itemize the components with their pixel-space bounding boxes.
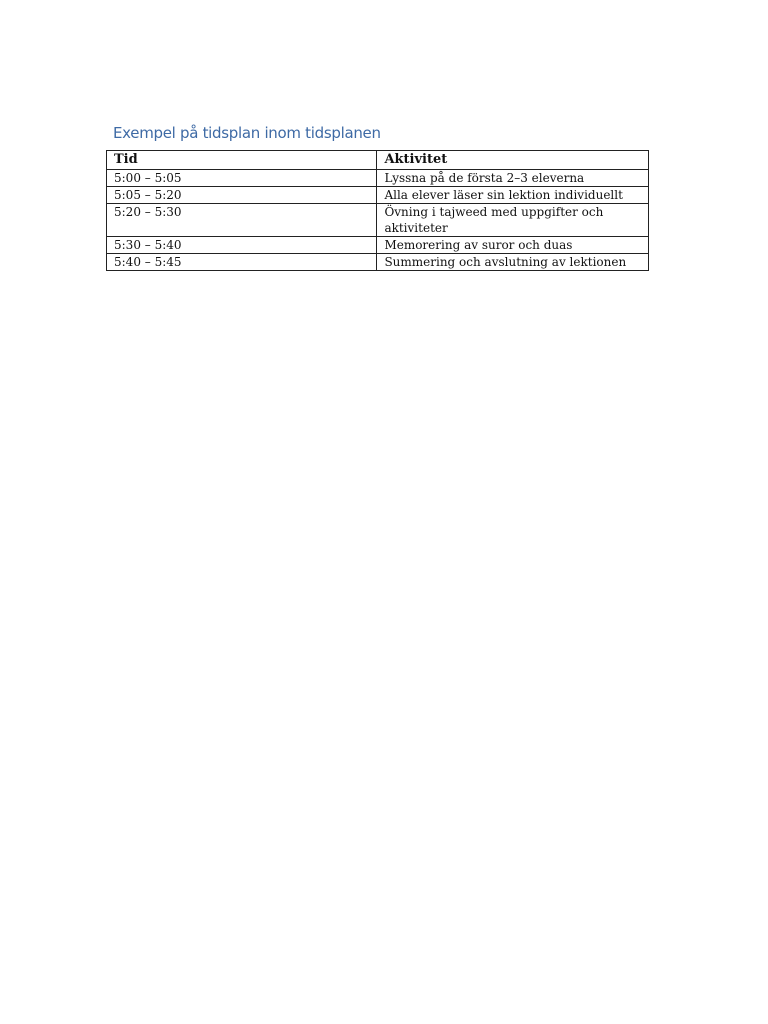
activity-cell: Alla elever läser sin lektion individuellt [377, 187, 649, 204]
activity-cell: Övning i tajweed med uppgifter och aktiviteter [377, 204, 649, 237]
time-cell: 5:05 – 5:20 [107, 187, 377, 204]
time-cell: 5:20 – 5:30 [107, 204, 377, 237]
column-header-time: Tid [107, 151, 377, 170]
table-row [107, 187, 649, 204]
table-row [107, 204, 649, 237]
time-cell: 5:40 – 5:45 [107, 254, 377, 271]
time-cell: 5:00 – 5:05 [107, 170, 377, 187]
activity-cell: Summering och avslutning av lektionen [377, 254, 649, 271]
table-header-row [107, 151, 649, 170]
document-heading: Exempel på tidsplan inom tidsplanen [113, 124, 381, 142]
activity-cell: Lyssna på de första 2–3 eleverna [377, 170, 649, 187]
table-row [107, 170, 649, 187]
table-row [107, 237, 649, 254]
activity-cell: Memorering av suror och duas [377, 237, 649, 254]
table-row [107, 254, 649, 271]
schedule-table [106, 150, 649, 271]
column-header-activity: Aktivitet [377, 151, 649, 170]
time-cell: 5:30 – 5:40 [107, 237, 377, 254]
